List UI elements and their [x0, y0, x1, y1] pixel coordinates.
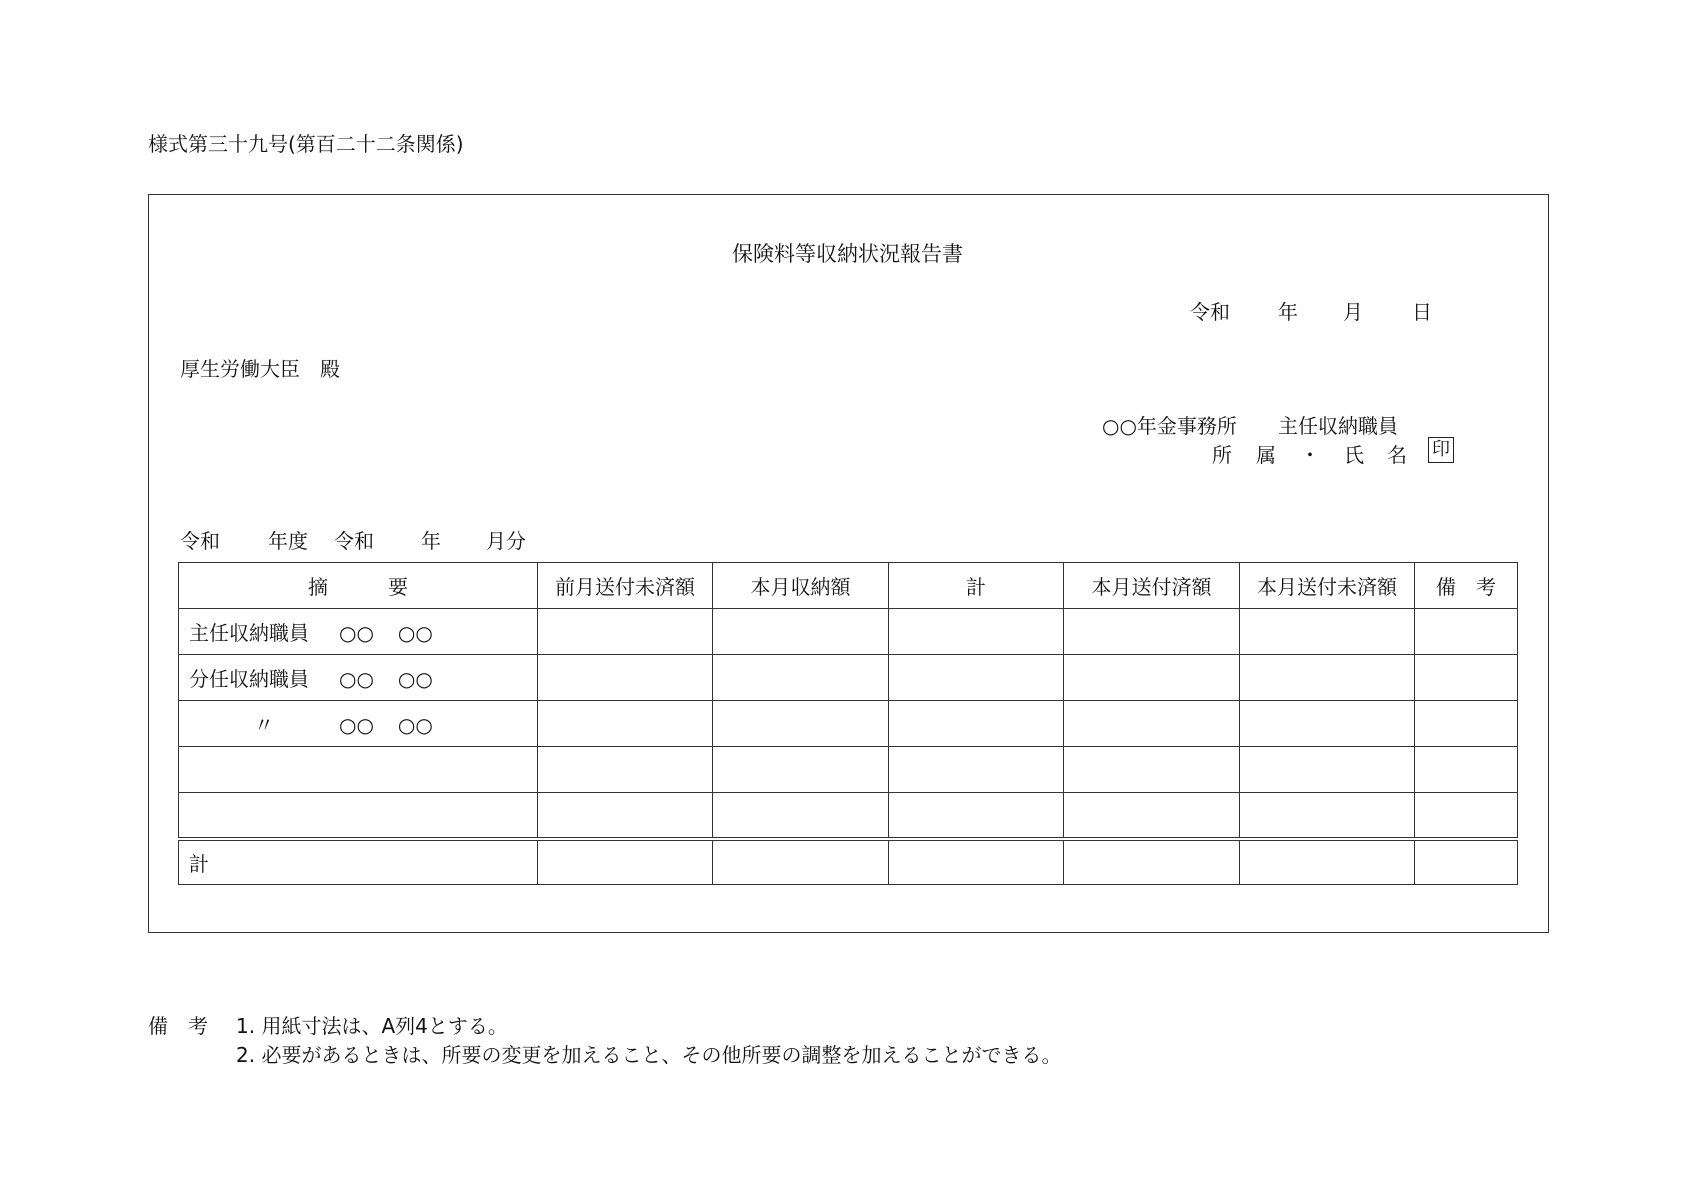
amount-cell — [1064, 793, 1240, 839]
header-current-sent: 本月送付済額 — [1064, 563, 1240, 609]
table-row — [179, 609, 1518, 655]
placeholder-mark: ○○ — [339, 713, 374, 737]
row-label-cell — [179, 655, 538, 701]
amount-cell — [538, 747, 713, 793]
period-era-2: 令和 — [334, 529, 374, 553]
name-label-char: ・ — [1300, 443, 1320, 467]
amount-cell — [1064, 609, 1240, 655]
remarks-cell — [1415, 701, 1518, 747]
document-title: 保険料等収納状況報告書 — [732, 242, 963, 266]
note-item: 2. 必要があるときは、所要の変更を加えること、その他所要の調整を加えることができる。 — [236, 1043, 1062, 1067]
row-label-cell — [179, 701, 538, 747]
table-row — [179, 701, 1518, 747]
amount-cell — [713, 655, 889, 701]
date-month-label: 月 — [1343, 300, 1363, 324]
amount-cell — [538, 609, 713, 655]
collection-status-table — [178, 562, 1518, 885]
addressee: 厚生労働大臣 殿 — [180, 357, 340, 381]
name-label-char: 所 — [1212, 443, 1232, 467]
amount-cell — [538, 655, 713, 701]
header-remarks: 備 考 — [1415, 563, 1518, 609]
amount-cell — [889, 609, 1064, 655]
placeholder-mark: ○○ — [397, 667, 433, 691]
header-prev-unsent: 前月送付未済額 — [538, 563, 713, 609]
amount-cell — [889, 747, 1064, 793]
amount-cell — [1240, 747, 1415, 793]
placeholder-mark: ○○ — [397, 621, 433, 645]
date-day-label: 日 — [1412, 300, 1432, 324]
header-total: 計 — [889, 563, 1064, 609]
name-label-char: 名 — [1387, 443, 1407, 467]
amount-cell — [713, 839, 889, 885]
remarks-cell — [1415, 747, 1518, 793]
amount-cell — [1240, 701, 1415, 747]
amount-cell — [538, 793, 713, 839]
table-total-row — [179, 839, 1518, 885]
row-label-cell — [179, 793, 538, 839]
form-number-label: 様式第三十九号(第百二十二条関係) — [148, 132, 464, 156]
total-label: 計 — [179, 839, 538, 885]
amount-cell — [1064, 701, 1240, 747]
remarks-cell — [1415, 655, 1518, 701]
remarks-cell — [1415, 609, 1518, 655]
remarks-cell — [1415, 839, 1518, 885]
amount-cell — [713, 701, 889, 747]
amount-cell — [713, 609, 889, 655]
date-year-label: 年 — [1278, 300, 1298, 324]
period-year: 年 — [421, 529, 441, 553]
amount-cell — [1064, 747, 1240, 793]
header-current-unsent: 本月送付未済額 — [1240, 563, 1415, 609]
amount-cell — [1240, 793, 1415, 839]
remarks-cell — [1415, 793, 1518, 839]
amount-cell — [713, 793, 889, 839]
seal-mark: 印 — [1428, 437, 1454, 463]
placeholder-mark: ○○ — [339, 621, 374, 645]
period-month: 月分 — [486, 529, 526, 553]
amount-cell — [889, 793, 1064, 839]
table-row — [179, 793, 1518, 839]
row-label-cell — [179, 609, 538, 655]
amount-cell — [1064, 655, 1240, 701]
name-label-char: 属 — [1256, 443, 1276, 467]
row-label: 主任収納職員 — [189, 621, 309, 645]
row-label: 分任収納職員 — [189, 667, 309, 691]
amount-cell — [1240, 609, 1415, 655]
amount-cell — [889, 701, 1064, 747]
amount-cell — [1240, 655, 1415, 701]
amount-cell — [889, 839, 1064, 885]
placeholder-mark: ○○ — [397, 713, 433, 737]
sender-role: 主任収納職員 — [1278, 414, 1398, 438]
period-era: 令和 — [180, 529, 220, 553]
table-row — [179, 747, 1518, 793]
table-header-row — [179, 563, 1518, 609]
sender-office: ○○年金事務所 — [1102, 414, 1237, 438]
period-fiscal-year: 年度 — [268, 529, 308, 553]
note-item: 1. 用紙寸法は、A列4とする。 — [236, 1014, 508, 1038]
amount-cell — [1240, 839, 1415, 885]
amount-cell — [1064, 839, 1240, 885]
notes-heading: 備 考 — [148, 1014, 208, 1038]
amount-cell — [889, 655, 1064, 701]
amount-cell — [538, 701, 713, 747]
placeholder-mark: ○○ — [339, 667, 374, 691]
header-current-collected: 本月収納額 — [713, 563, 889, 609]
table-row — [179, 655, 1518, 701]
ditto-mark: 〃 — [254, 713, 274, 737]
amount-cell — [538, 839, 713, 885]
header-summary: 摘 要 — [179, 563, 538, 609]
row-label-cell — [179, 747, 538, 793]
name-label-char: 氏 — [1344, 443, 1364, 467]
date-era: 令和 — [1190, 300, 1230, 324]
amount-cell — [713, 747, 889, 793]
